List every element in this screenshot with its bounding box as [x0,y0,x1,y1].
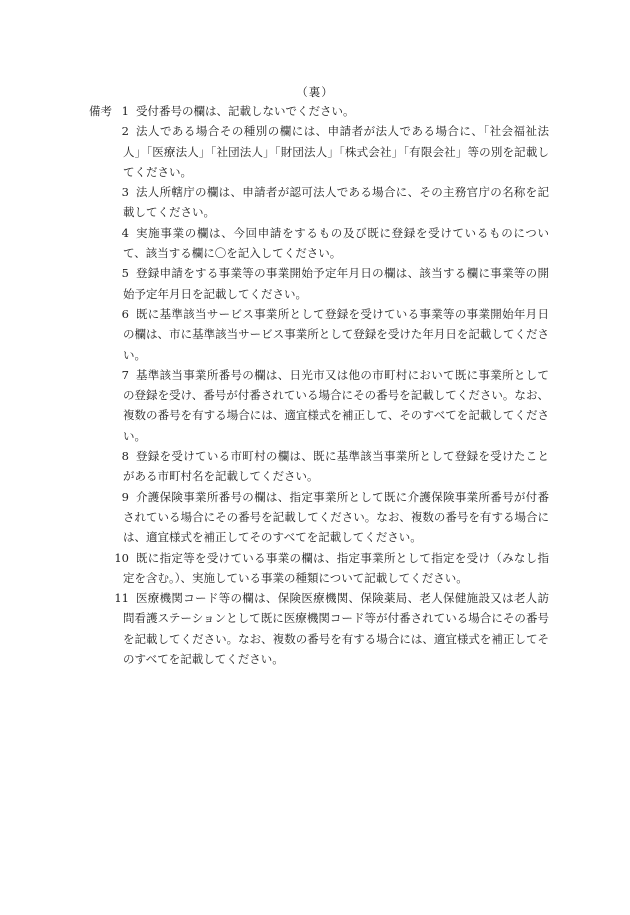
note-number: 2 [121,124,129,139]
note-text: 法人である場合その種別の欄には、申請者が法人である場合に、「社会福祉法人」「医療法人」「社団法人」「財団法人」「株式会社」「有限会社」等の別を記載してください。 [123,124,549,179]
note-number: 10 [114,550,129,565]
note-text: 既に基準該当サービス事業所として登録を受けている事業等の事業開始年月日の欄は、市に基準該当サービス事業所として登録を受けた年月日を記載してください。 [123,306,549,362]
note-number: 1 [121,104,129,118]
note-text: 受付番号の欄は、記載しないでください。 [136,104,355,118]
note-text: 登録を受けている市町村の欄は、既に基準該当事業所として登録を受けたことがある市町村名を記載してください。 [123,449,549,484]
note-text: 既に指定等を受けている事業の欄は、指定事業所として指定を受け（みなし指定を含む。）、実施している事業の種類について記載してください。 [123,550,549,585]
note-number: 3 [121,185,129,200]
note-text: 法人所轄庁の欄は、申請者が認可法人である場合に、その主務官庁の名称を記載してください。 [123,185,549,220]
note-number: 5 [121,266,129,281]
note-item [0,548,630,589]
note-item [0,101,630,121]
note-text: 介護保険事業所番号の欄は、指定事業所として既に介護保険事業所番号が付番されている場合にその番号を記載してください。なお、複数の番号を有する場合には、適宜様式を補正してそのすべてを記載してください。 [123,489,549,545]
note-item [0,121,630,182]
notes-label: 備考 [89,104,112,118]
note-number: 7 [121,367,129,382]
note-item [0,223,630,264]
note-number: 8 [121,449,129,464]
note-text: 医療機関コード等の欄は、保険医療機関、保険薬局、老人保健施設又は老人訪問看護ステーションとして既に医療機関コード等が付番されている場合にその番号を記載してください。なお、複数の番号を有する場合には、適宜様式を補正してそのすべてを記載してください。 [123,591,549,667]
note-number: 6 [121,306,129,321]
note-item [0,365,630,446]
notes-section [0,101,630,669]
note-number: 11 [114,591,129,606]
page-side-label: （裏） [296,85,334,99]
note-text: 登録申請をする事業等の事業開始予定年月日の欄は、該当する欄に事業等の開始予定年月日を記載してください。 [123,266,549,301]
note-item [0,446,630,487]
note-text: 基準該当事業所番号の欄は、日光市又は他の市町村において既に事業所としての登録を受け、番号が付番されている場合にその番号を記載してください。なお、複数の番号を有する場合には、適宜様式を補正して、そのすべてを記載してください。 [123,367,549,443]
note-item [0,588,630,669]
note-item [0,304,630,365]
note-number: 4 [121,225,129,240]
note-number: 9 [121,489,129,504]
note-text: 実施事業の欄は、今回申請をするもの及び既に登録を受けているものについて、該当する欄に〇を記入してください。 [123,225,549,261]
note-item [0,263,630,304]
note-item [0,487,630,548]
note-item [0,182,630,223]
